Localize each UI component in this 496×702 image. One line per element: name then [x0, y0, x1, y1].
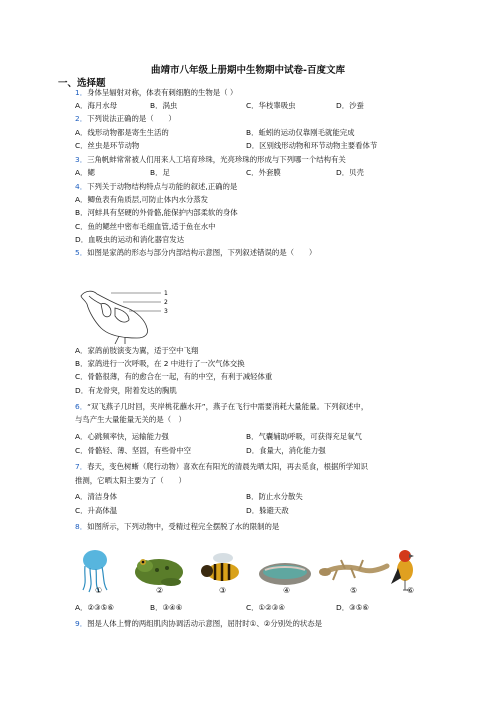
q1-option-c: C．华枝睾吸虫	[246, 101, 296, 110]
pigeon-lung	[101, 303, 111, 316]
q5-option-d: D．有龙骨突，附着发达的胸肌	[75, 386, 177, 395]
question-4: 4．下列关于动物结构特点与功能的叙述,正确的是	[75, 182, 238, 191]
question-7-cont: 推测，它晒太阳主要为了（ ）	[75, 476, 186, 485]
question-9: 9．图是人体上臂的两组肌肉协调活动示意图，屈肘时①、②分别处的状态是	[75, 619, 323, 628]
bird-image	[391, 550, 414, 590]
question-5: 5．如图是家鸽的形态与部分内部结构示意图，下列叙述错误的是（ ）	[75, 248, 317, 257]
q5-option-b: B．家鸽进行一次呼吸，在 2 中进行了一次气体交换	[75, 359, 245, 368]
pigeon-trachea	[89, 296, 101, 304]
q4-option-c: C．鱼的鳃丝中密布毛细血管,适于鱼在水中	[75, 222, 216, 231]
animal-label-2: ②	[156, 586, 164, 595]
q4-option-d: D．血吸虫的运动和消化器官发达	[75, 235, 185, 244]
fig5-label-3: 3	[164, 308, 168, 315]
fig5-label-2: 2	[164, 299, 168, 306]
q7-option-d: D．躲避天敌	[246, 506, 289, 515]
q3-option-c: C．外套膜	[246, 168, 281, 177]
q2-option-a: A．线形动物都是寄生生活的	[75, 128, 169, 137]
question-6: 6．“双飞燕子几时回，夹岸桃花蘸水开”，燕子在飞行中需要消耗大量能量。下列叙述中，	[75, 402, 369, 411]
pigeon-air-sac	[115, 308, 129, 322]
question-8: 8．如图所示，下列动物中，受精过程完全摆脱了水的限制的是	[75, 522, 280, 531]
frog-image	[135, 559, 183, 586]
question-1: 1．身体呈辐射对称，体表有刺细胞的生物是（ ）	[75, 88, 238, 97]
q5-option-a: A．家鸽前肢演变为翼，适于空中飞翔	[75, 346, 199, 355]
animal-label-6: ⑥	[407, 586, 415, 595]
q4-option-b: B．河蚌具有坚硬的外骨骼,能保护内部柔软的身体	[75, 208, 238, 217]
animal-label-5: ⑤	[350, 586, 358, 595]
animal-label-3: ③	[219, 586, 227, 595]
q1-option-d: D．沙蚕	[336, 101, 364, 110]
pigeon-structure-figure	[75, 282, 185, 344]
q7-option-c: C．升高体温	[75, 506, 118, 515]
clam-image	[259, 563, 311, 585]
q7-option-a: A．清洁身体	[75, 492, 118, 501]
q7-option-b: B．防止水分散失	[246, 492, 303, 501]
q1-option-a: A．海月水母	[75, 101, 118, 110]
q2-option-c: C．丝虫是环节动物	[75, 141, 140, 150]
question-6-cont: 与鸟产生大量能量无关的是（ ）	[75, 415, 186, 424]
section-heading: 一、选择题	[58, 78, 106, 89]
q8-option-a: A．②③⑤⑥	[75, 603, 114, 612]
bee-image	[201, 553, 239, 581]
question-2: 2．下列说法正确的是（ ）	[75, 114, 176, 123]
q6-option-c: C．骨骼轻、薄、坚固，有些骨中空	[75, 446, 192, 455]
q2-option-d: D．区别线形动物和环节动物主要看体节	[246, 141, 378, 150]
animals-figure	[75, 544, 415, 596]
fig5-label-1: 1	[164, 290, 168, 297]
q8-option-c: C．①②③④	[246, 603, 286, 612]
q1-option-b: B．涡虫	[150, 101, 178, 110]
q3-option-b: B．足	[150, 168, 170, 177]
page-title: 曲靖市八年级上册期中生物期中试卷-百度文库	[151, 65, 345, 76]
q2-option-b: B．蚯蚓的运动仅靠刚毛就能完成	[246, 128, 355, 137]
q5-option-c: C．骨骼很薄，有的愈合在一起，有的中空，有利于减轻体重	[75, 372, 273, 381]
lizard-image	[319, 560, 387, 580]
q3-option-a: A．鳃	[75, 168, 95, 177]
q6-option-b: B．气囊辅助呼吸，可获得充足氧气	[246, 432, 362, 441]
q8-option-b: B．③④⑥	[150, 603, 183, 612]
q6-option-d: D．食量大，消化能力强	[246, 446, 326, 455]
question-7: 7．春天，变色树蜥（爬行动物）喜欢在有阳光的清晨先晒太阳，再去觅食，根据所学知识	[75, 462, 368, 471]
q8-option-d: D．③⑤⑥	[336, 603, 369, 612]
q6-option-a: A．心跳频率快，运输能力强	[75, 432, 169, 441]
question-3: 3．三角帆蚌常常被人们用来人工培育珍珠，光亮珍珠的形成与下列哪一个结构有关	[75, 155, 346, 164]
animal-label-1: ①	[95, 586, 103, 595]
q4-option-a: A．鲫鱼表有角质层,可防止体内水分蒸发	[75, 195, 209, 204]
q3-option-d: D．贝壳	[336, 168, 364, 177]
animal-label-4: ④	[283, 586, 291, 595]
